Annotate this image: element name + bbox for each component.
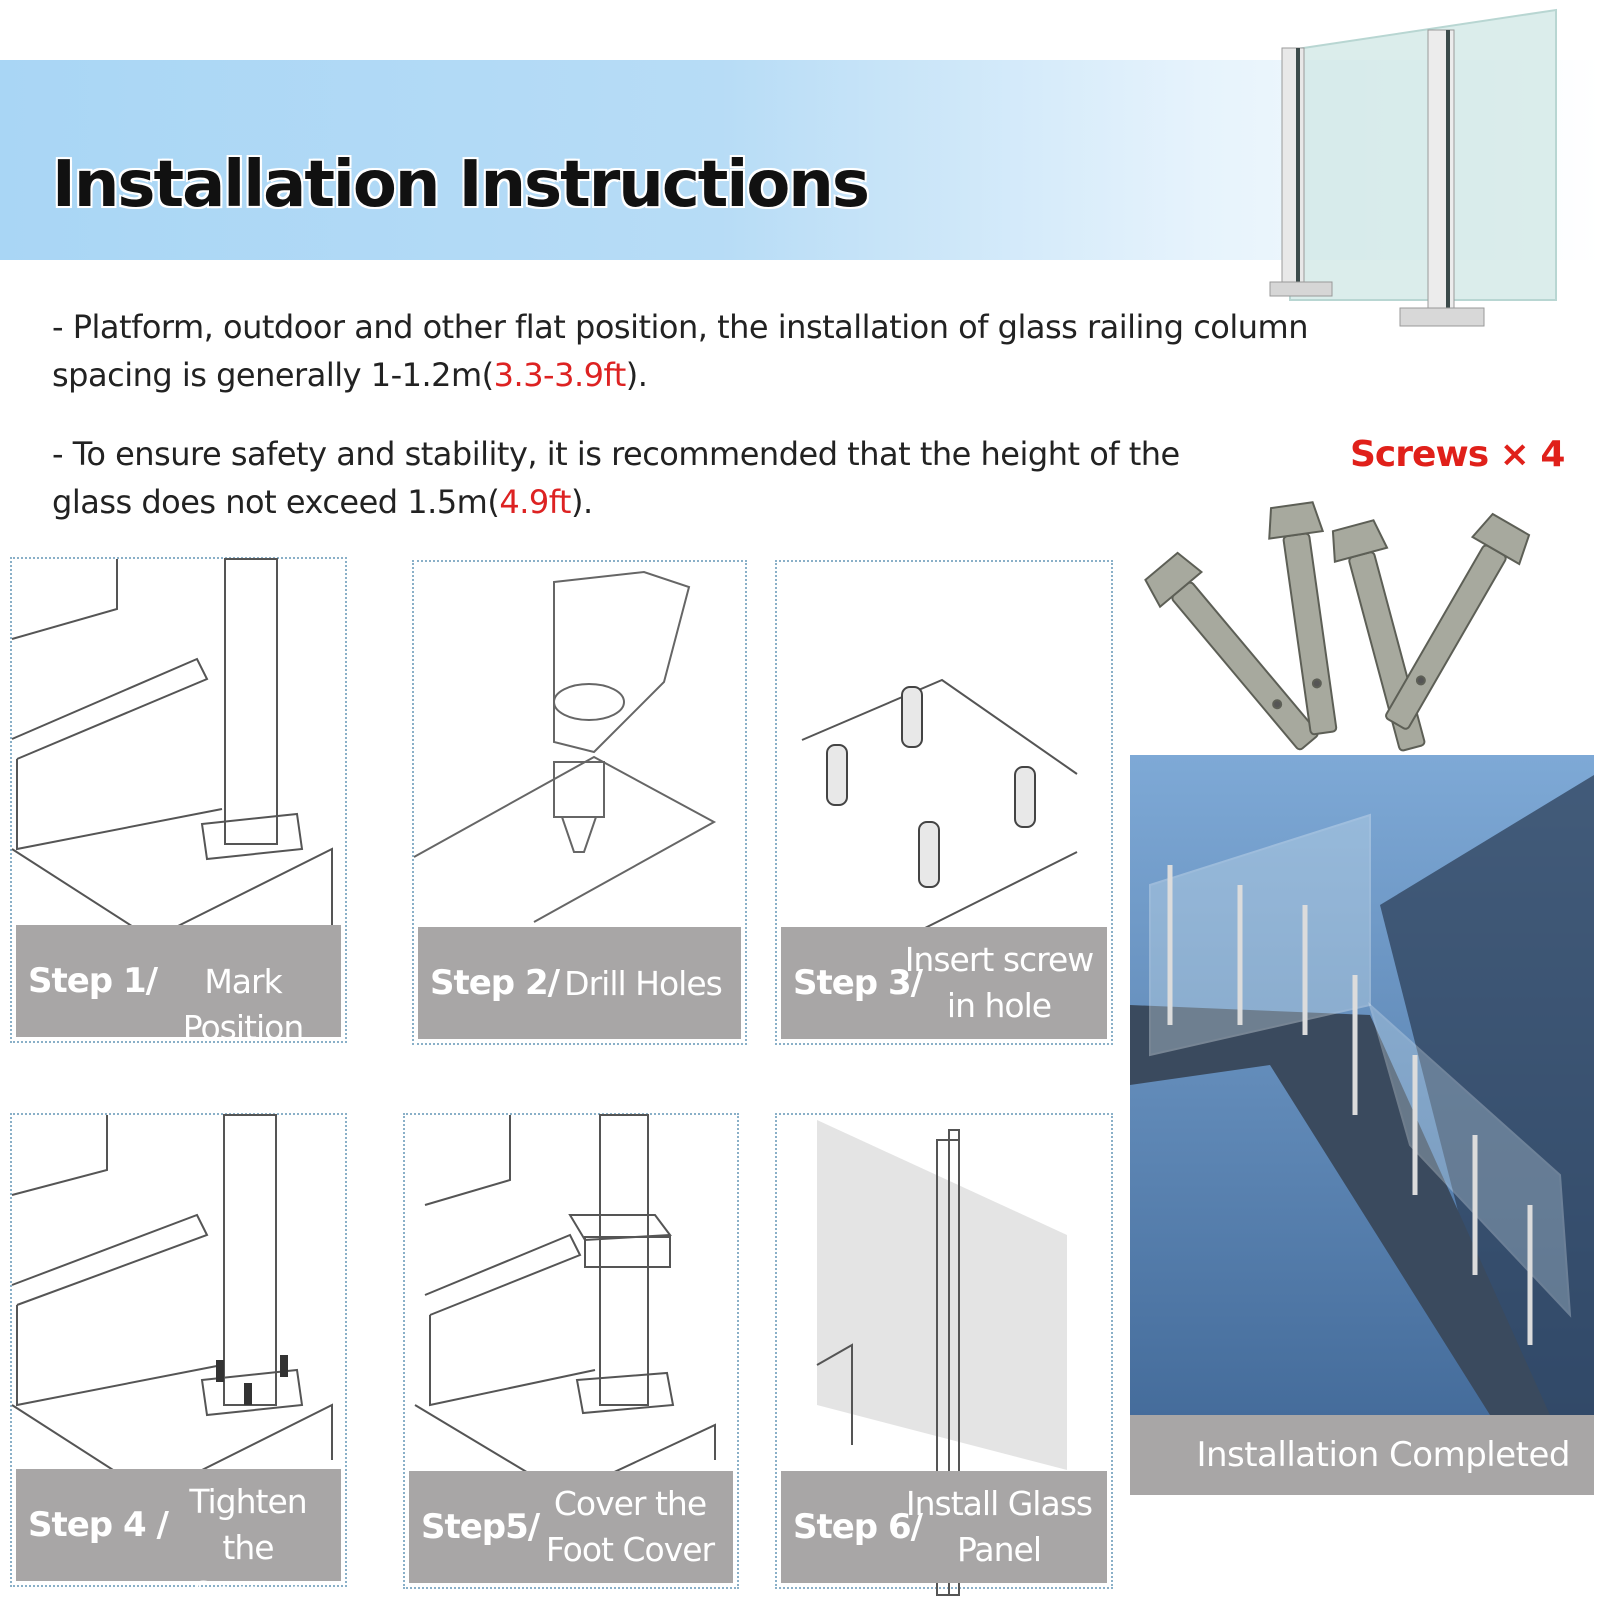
step-5-label: Step5/ — [421, 1507, 540, 1547]
step-1-label: Step 1/ — [28, 961, 158, 1001]
railing-product-image — [1260, 10, 1560, 340]
step-4-label: Step 4 / — [28, 1505, 168, 1545]
step-2-label: Step 2/ — [430, 963, 560, 1003]
step-4-bar — [16, 1469, 341, 1613]
step-1-description: Mark Position — [182, 962, 304, 1047]
height-highlight: 4.9ft — [499, 483, 571, 521]
height-note: - To ensure safety and stability, it is recommended that the height of the glass does not exceed 1.5m(4.9ft). — [52, 435, 1180, 521]
page-title: Installation Instructions — [52, 148, 868, 222]
step-6-bar — [781, 1471, 1107, 1583]
spacing-note: - Platform, outdoor and other flat position, the installation of glass railing column spacing is generally 1-1.2m(3.3-3.9ft). — [52, 308, 1308, 394]
step-2-description: Drill Holes — [564, 964, 722, 1003]
step-2-bar — [418, 927, 741, 1039]
step-5-description: Cover the Foot Cover — [545, 1484, 715, 1569]
installation-completed-photo — [1130, 755, 1594, 1495]
expansion-screws-image — [1135, 495, 1575, 765]
step-5-bar — [409, 1471, 733, 1583]
step-card-1 — [10, 557, 347, 1047]
photo-caption: Installation Completed — [1130, 1415, 1594, 1495]
step-card-2 — [412, 560, 747, 1045]
step-card-4 — [10, 1113, 347, 1613]
step-6-label: Step 6/ — [793, 1507, 923, 1547]
step-3-bar — [781, 927, 1107, 1039]
step-6-description: Install Glass Panel — [905, 1484, 1093, 1569]
step-card-6 — [775, 1113, 1113, 1589]
step-card-5 — [403, 1113, 739, 1589]
step-3-label: Step 3/ — [793, 963, 923, 1003]
completed-staircase-image — [1130, 755, 1594, 1495]
step-3-description: Insert screw in hole — [904, 940, 1094, 1025]
step-card-3 — [775, 560, 1113, 1045]
step-4-description: Tighten the Screws — [189, 1482, 307, 1613]
spacing-highlight: 3.3-3.9ft — [493, 356, 626, 394]
step-1-bar — [16, 925, 341, 1047]
screws-count-label: Screws × 4 — [1350, 434, 1565, 475]
